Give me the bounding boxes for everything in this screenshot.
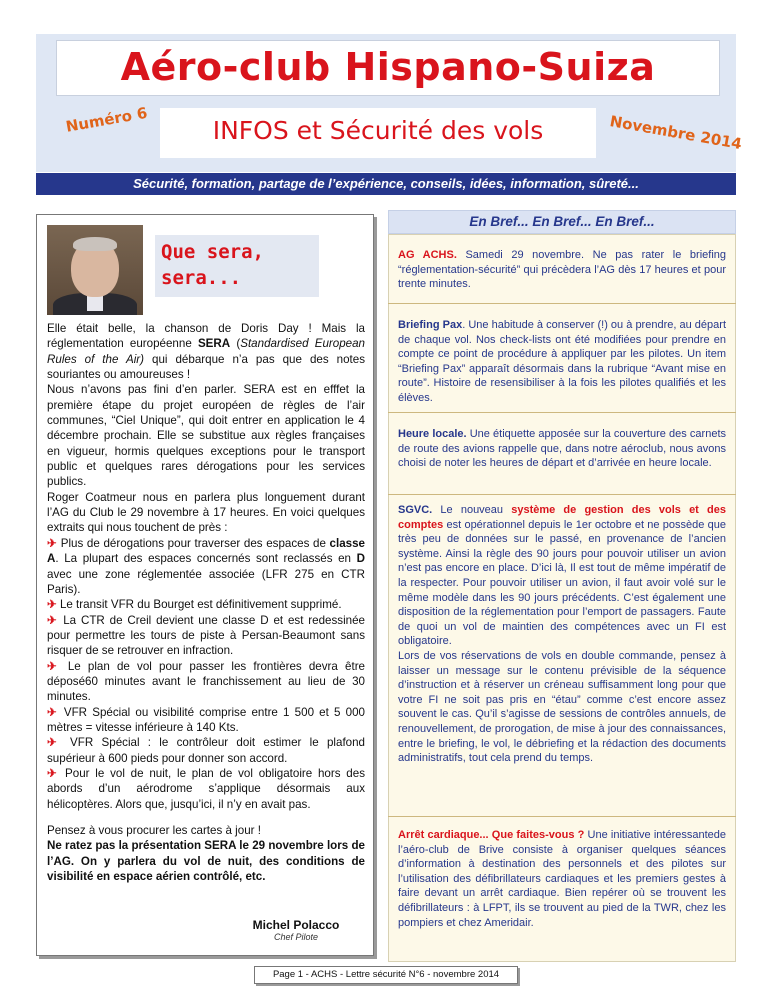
page-footer: Page 1 - ACHS - Lettre sécurité N°6 - novembre 2014	[254, 966, 518, 984]
article-headline	[161, 239, 264, 291]
subtitle-box	[160, 108, 596, 158]
airplane-icon: ✈	[47, 598, 57, 612]
issue-date: Novembre 2014	[608, 112, 744, 154]
briefs-heading: En Bref... En Bref... En Bref...	[388, 210, 736, 234]
newsletter-title: Aéro-club Hispano-Suiza	[120, 45, 656, 89]
airplane-icon: ✈	[47, 613, 59, 627]
bullet-item: ✈ Le transit VFR du Bourget est définitivement supprimé.	[47, 598, 342, 612]
airplane-icon: ✈	[47, 736, 62, 750]
author-portrait	[47, 225, 143, 315]
author-name: Michel Polacco	[252, 918, 340, 932]
newsletter-subtitle: INFOS et Sécurité des vols	[212, 116, 544, 145]
author-signature	[237, 918, 355, 942]
topic-banner: Sécurité, formation, partage de l’expérience, conseils, idées, information, sûreté...	[36, 173, 736, 195]
paragraph-sera: Nous n’avons pas fini d’en parler. SERA est en efffet la première étape du projet européen de règles de l’air communes, “Ciel Unique”, qui doit entrer en application le 4 décembre prochain. Elle se substitue aux règles françaises en vigueur, hormis quelques exceptions pour le transport public et quelques rares dérogations pour les services publics.	[47, 383, 365, 489]
title-box	[56, 40, 720, 96]
brief-sgvc: SGVC. Le nouveau système de gestion des vols et des comptes est opérationnel depuis le 1er octobre et ne possède que très peu de données sur le passé, en provenance de l’ancien système. Ainsi la règle des 90 jours pour pouvoir utiliser un avion n’est pas encore en place. D’ici là, Il est tout de même impératif de la respecter. Pour pouvoir utiliser un avion, il faut avoir volé sur le même modèle dans les 90 jours précédents. C’est également une disposition de la réglementation pour l’emport de passagers. Faute de quoi un vol de maintien des compétences avec un FI est obligatoire. Lors de vos réservations de vols en double commande, pensez à laisser un message sur le contenu prévisible de la séquence d’instruction et à réserver un créneau suffisamment long pour que votre FI ne soit pas pris en “étau” comme c’est encore assez souvent le cas. Qu’il s’agisse de sessions de contrôles annuels, de renouvellement, de prorogation, de mise à jour des connaissances, entre le briefing, le vol, le débriefing et la rédaction des documents administratifs, tout cela prend du temps.	[398, 504, 726, 765]
article-conclusion	[47, 823, 365, 884]
bullet-item: ✈ VFR Spécial : le contrôleur doit estimer le plafond supérieur à 600 pieds pour donner son accord.	[47, 736, 366, 765]
airplane-icon: ✈	[47, 536, 58, 550]
brief-divider	[388, 494, 736, 495]
headline-line-2: sera...	[161, 267, 242, 289]
bullet-item: ✈ Le plan de vol pour passer les frontières devra être déposé60 minutes avant le franchissement au lieu de 30 minutes.	[47, 659, 366, 704]
bullet-item: ✈ Pour le vol de nuit, le plan de vol obligatoire hors des abords d’un aérodrome s’applique désormais aux hélicoptères. Alors que, jusqu’ici, il n’y en avait pas.	[47, 766, 365, 811]
author-role: Chef Pilote	[273, 932, 319, 942]
editorial-article	[36, 214, 374, 956]
bullet-item: ✈ La CTR de Creil devient une classe D et est redessinée pour permettre les tours de piste à Persan-Beaumont sans risquer de se retrouver en infraction.	[47, 613, 366, 658]
outro-line: Pensez à vous procurer les cartes à jour !	[47, 824, 261, 837]
paragraph-ag: Roger Coatmeur nous en parlera plus longuement durant l’AG du Club le 29 novembre à 17 heures. En voici quelques extraits qui nous touchent de près :	[47, 490, 365, 535]
brief-divider	[388, 412, 736, 413]
brief-pax: Briefing Pax. Une habitude à conserver (!) ou à prendre, au départ de chaque vol. Nos check-lists ont été modifiées pour prendre en compte ce point de procédure à appliquer par les pilotes. Un item “Briefing Pax” apparaît désormais dans la rubrique “Avant mise en route”. Histoire de resensibiliser à la fois les pilotes qualifiés et les élèves.	[398, 319, 726, 404]
brief-divider	[388, 303, 736, 304]
brief-heure: Heure locale. Une étiquette apposée sur la couverture des carnets de route des avions rappelle que, dans notre aéroclub, nous avons choisi de noter les heures de départ et d’arrivée en heure locale.	[398, 428, 726, 470]
brief-ag: AG ACHS. Samedi 29 novembre. Ne pas rater le briefing “réglementation-sécurité” qui précèdera l’AG dès 17 heures et pour trente minutes.	[398, 249, 726, 291]
outro-bold: Ne ratez pas la présentation SERA le 29 novembre lors de l’AG. On y parlera du vol de nuit, des conditions de visibilité en espace aérien contrôlé, etc.	[47, 839, 365, 884]
headline-box	[155, 235, 319, 297]
bullet-item: ✈ VFR Spécial ou visibilité comprise entre 1 500 et 5 000 mètres = vitesse inférieure à 140 Kts.	[47, 705, 365, 734]
airplane-icon: ✈	[47, 766, 60, 780]
brief-divider	[388, 816, 736, 817]
article-body	[47, 321, 365, 812]
airplane-icon: ✈	[47, 705, 59, 719]
headline-line-1: Que sera,	[161, 241, 264, 263]
airplane-icon: ✈	[47, 659, 61, 673]
issue-number: Numéro 6	[64, 103, 149, 136]
paragraph-intro: Elle était belle, la chanson de Doris Day ! Mais la réglementation européenne SERA (Standardised European Rules of the Air) qui débarque n’a pas que des notes souriantes ou amoureuses !	[47, 322, 366, 382]
bullet-item: ✈ Plus de dérogations pour traverser des espaces de classe A. La plupart des espaces concernés sont reclassés en D avec une zone réglementée associée (LFR 275 en CTR Paris).	[47, 536, 365, 596]
brief-arret: Arrêt cardiaque... Que faites-vous ? Une initiative intéressantede l’aéro-club de Brive consiste à organiser quelques séances d’information à destination des personnels et des pilotes sur l’utilisation des défibrillateurs cardiaques et les premiers gestes à faire devant un arrêt cardiaque. Bien repérer où se trouvent les défibrillateurs : à LFPT, ils se trouvent au pied de la TWR, chez les pompiers et chez Ameridair.	[398, 829, 726, 929]
